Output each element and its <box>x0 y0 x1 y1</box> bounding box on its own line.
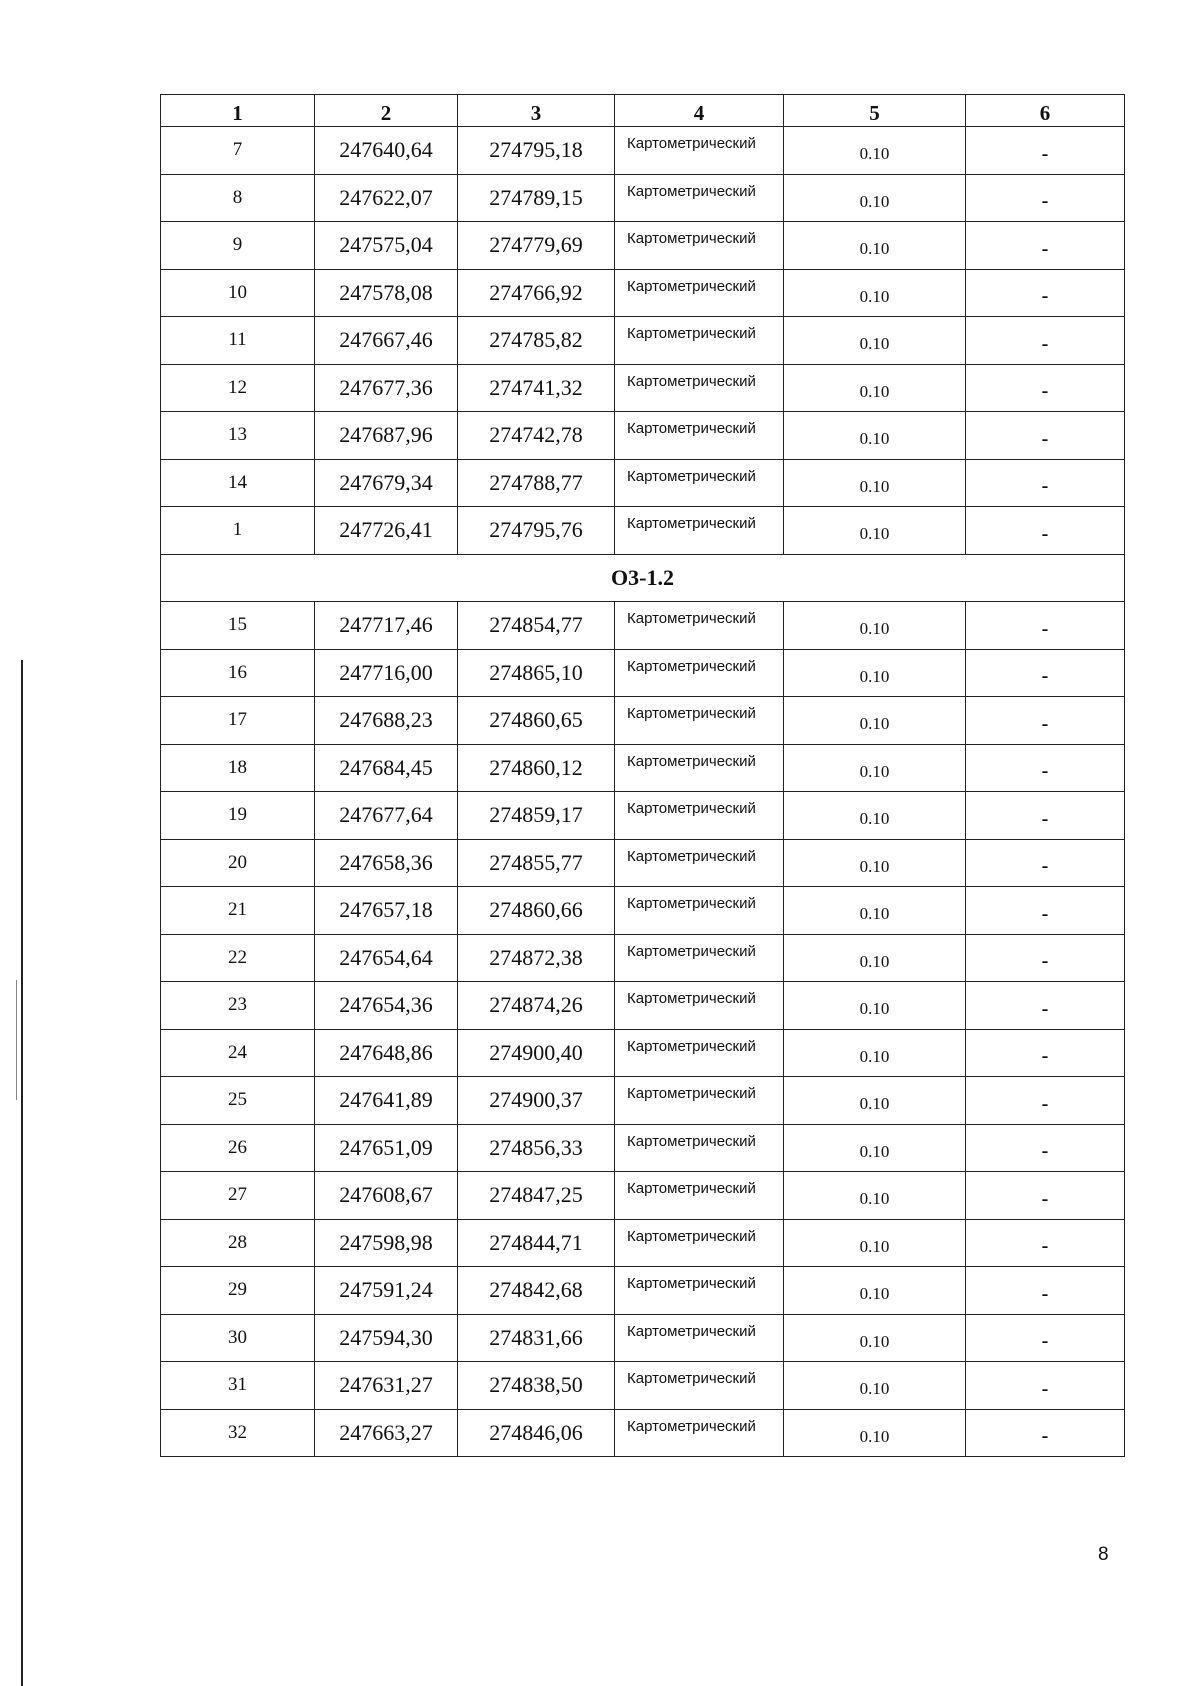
accuracy-cell: 0.10 <box>784 412 966 460</box>
x-coordinate-cell: 247726,41 <box>315 507 458 555</box>
column-header: 1 <box>161 95 315 127</box>
x-coordinate-cell: 247575,04 <box>315 222 458 270</box>
table-row <box>161 364 1125 412</box>
method-cell: Картометрический <box>615 1219 784 1267</box>
point-number-cell: 28 <box>161 1219 315 1267</box>
x-coordinate-cell: 247667,46 <box>315 317 458 365</box>
y-coordinate-cell: 274779,69 <box>458 222 615 270</box>
method-cell: Картометрический <box>615 839 784 887</box>
table-row <box>161 222 1125 270</box>
method-cell: Картометрический <box>615 744 784 792</box>
accuracy-cell: 0.10 <box>784 1409 966 1457</box>
table-row <box>161 602 1125 650</box>
y-coordinate-cell: 274741,32 <box>458 364 615 412</box>
accuracy-cell: 0.10 <box>784 602 966 650</box>
method-cell: Картометрический <box>615 982 784 1030</box>
note-cell: - <box>966 697 1125 745</box>
y-coordinate-cell: 274872,38 <box>458 934 615 982</box>
point-number-cell: 1 <box>161 507 315 555</box>
method-cell: Картометрический <box>615 697 784 745</box>
accuracy-cell: 0.10 <box>784 934 966 982</box>
accuracy-cell: 0.10 <box>784 1029 966 1077</box>
y-coordinate-cell: 274860,65 <box>458 697 615 745</box>
note-cell: - <box>966 1219 1125 1267</box>
point-number-cell: 31 <box>161 1362 315 1410</box>
x-coordinate-cell: 247658,36 <box>315 839 458 887</box>
note-cell: - <box>966 887 1125 935</box>
accuracy-cell: 0.10 <box>784 792 966 840</box>
note-cell: - <box>966 792 1125 840</box>
x-coordinate-cell: 247663,27 <box>315 1409 458 1457</box>
column-header: 2 <box>315 95 458 127</box>
table-row <box>161 649 1125 697</box>
y-coordinate-cell: 274856,33 <box>458 1124 615 1172</box>
table-row <box>161 1219 1125 1267</box>
note-cell: - <box>966 507 1125 555</box>
x-coordinate-cell: 247716,00 <box>315 649 458 697</box>
note-cell: - <box>966 317 1125 365</box>
x-coordinate-cell: 247608,67 <box>315 1172 458 1220</box>
point-number-cell: 27 <box>161 1172 315 1220</box>
column-header: 4 <box>615 95 784 127</box>
x-coordinate-cell: 247598,98 <box>315 1219 458 1267</box>
note-cell: - <box>966 1362 1125 1410</box>
x-coordinate-cell: 247677,64 <box>315 792 458 840</box>
method-cell: Картометрический <box>615 934 784 982</box>
x-coordinate-cell: 247594,30 <box>315 1314 458 1362</box>
x-coordinate-cell: 247640,64 <box>315 127 458 175</box>
method-cell: Картометрический <box>615 602 784 650</box>
accuracy-cell: 0.10 <box>784 269 966 317</box>
y-coordinate-cell: 274838,50 <box>458 1362 615 1410</box>
x-coordinate-cell: 247687,96 <box>315 412 458 460</box>
note-cell: - <box>966 1124 1125 1172</box>
method-cell: Картометрический <box>615 1029 784 1077</box>
accuracy-cell: 0.10 <box>784 1314 966 1362</box>
table-row <box>161 1314 1125 1362</box>
note-cell: - <box>966 982 1125 1030</box>
point-number-cell: 14 <box>161 459 315 507</box>
point-number-cell: 8 <box>161 174 315 222</box>
table-row <box>161 174 1125 222</box>
table-row <box>161 459 1125 507</box>
x-coordinate-cell: 247591,24 <box>315 1267 458 1315</box>
accuracy-cell: 0.10 <box>784 364 966 412</box>
point-number-cell: 16 <box>161 649 315 697</box>
table-row <box>161 269 1125 317</box>
point-number-cell: 19 <box>161 792 315 840</box>
accuracy-cell: 0.10 <box>784 982 966 1030</box>
note-cell: - <box>966 1409 1125 1457</box>
method-cell: Картометрический <box>615 317 784 365</box>
y-coordinate-cell: 274855,77 <box>458 839 615 887</box>
point-number-cell: 21 <box>161 887 315 935</box>
point-number-cell: 32 <box>161 1409 315 1457</box>
method-cell: Картометрический <box>615 1172 784 1220</box>
note-cell: - <box>966 174 1125 222</box>
note-cell: - <box>966 1172 1125 1220</box>
x-coordinate-cell: 247578,08 <box>315 269 458 317</box>
y-coordinate-cell: 274842,68 <box>458 1267 615 1315</box>
point-number-cell: 23 <box>161 982 315 1030</box>
table-row <box>161 1362 1125 1410</box>
y-coordinate-cell: 274831,66 <box>458 1314 615 1362</box>
accuracy-cell: 0.10 <box>784 317 966 365</box>
method-cell: Картометрический <box>615 174 784 222</box>
y-coordinate-cell: 274788,77 <box>458 459 615 507</box>
note-cell: - <box>966 1029 1125 1077</box>
point-number-cell: 26 <box>161 1124 315 1172</box>
table-row <box>161 1077 1125 1125</box>
accuracy-cell: 0.10 <box>784 1077 966 1125</box>
method-cell: Картометрический <box>615 269 784 317</box>
y-coordinate-cell: 274846,06 <box>458 1409 615 1457</box>
accuracy-cell: 0.10 <box>784 127 966 175</box>
point-number-cell: 20 <box>161 839 315 887</box>
accuracy-cell: 0.10 <box>784 222 966 270</box>
method-cell: Картометрический <box>615 459 784 507</box>
section-row <box>161 554 1125 602</box>
table-row <box>161 317 1125 365</box>
method-cell: Картометрический <box>615 222 784 270</box>
column-header: 3 <box>458 95 615 127</box>
x-coordinate-cell: 247657,18 <box>315 887 458 935</box>
point-number-cell: 17 <box>161 697 315 745</box>
y-coordinate-cell: 274742,78 <box>458 412 615 460</box>
table-row <box>161 887 1125 935</box>
note-cell: - <box>966 127 1125 175</box>
column-header: 6 <box>966 95 1125 127</box>
method-cell: Картометрический <box>615 127 784 175</box>
method-cell: Картометрический <box>615 1362 784 1410</box>
y-coordinate-cell: 274766,92 <box>458 269 615 317</box>
accuracy-cell: 0.10 <box>784 744 966 792</box>
method-cell: Картометрический <box>615 649 784 697</box>
point-number-cell: 25 <box>161 1077 315 1125</box>
table-row <box>161 982 1125 1030</box>
y-coordinate-cell: 274900,37 <box>458 1077 615 1125</box>
point-number-cell: 29 <box>161 1267 315 1315</box>
table-row <box>161 1267 1125 1315</box>
method-cell: Картометрический <box>615 1267 784 1315</box>
table-row <box>161 839 1125 887</box>
method-cell: Картометрический <box>615 412 784 460</box>
scan-left-edge <box>21 660 23 1686</box>
note-cell: - <box>966 1314 1125 1362</box>
point-number-cell: 10 <box>161 269 315 317</box>
accuracy-cell: 0.10 <box>784 1124 966 1172</box>
point-number-cell: 24 <box>161 1029 315 1077</box>
note-cell: - <box>966 364 1125 412</box>
coordinates-table <box>160 94 1125 1457</box>
y-coordinate-cell: 274859,17 <box>458 792 615 840</box>
y-coordinate-cell: 274795,18 <box>458 127 615 175</box>
accuracy-cell: 0.10 <box>784 1267 966 1315</box>
note-cell: - <box>966 1267 1125 1315</box>
column-header: 5 <box>784 95 966 127</box>
accuracy-cell: 0.10 <box>784 697 966 745</box>
x-coordinate-cell: 247717,46 <box>315 602 458 650</box>
note-cell: - <box>966 222 1125 270</box>
x-coordinate-cell: 247648,86 <box>315 1029 458 1077</box>
x-coordinate-cell: 247631,27 <box>315 1362 458 1410</box>
x-coordinate-cell: 247641,89 <box>315 1077 458 1125</box>
point-number-cell: 7 <box>161 127 315 175</box>
x-coordinate-cell: 247679,34 <box>315 459 458 507</box>
y-coordinate-cell: 274874,26 <box>458 982 615 1030</box>
table-row <box>161 507 1125 555</box>
point-number-cell: 18 <box>161 744 315 792</box>
y-coordinate-cell: 274847,25 <box>458 1172 615 1220</box>
x-coordinate-cell: 247677,36 <box>315 364 458 412</box>
note-cell: - <box>966 744 1125 792</box>
method-cell: Картометрический <box>615 507 784 555</box>
scan-left-edge-mark <box>16 980 17 1100</box>
method-cell: Картометрический <box>615 1409 784 1457</box>
table-row <box>161 1029 1125 1077</box>
accuracy-cell: 0.10 <box>784 507 966 555</box>
point-number-cell: 22 <box>161 934 315 982</box>
x-coordinate-cell: 247622,07 <box>315 174 458 222</box>
point-number-cell: 12 <box>161 364 315 412</box>
point-number-cell: 13 <box>161 412 315 460</box>
point-number-cell: 11 <box>161 317 315 365</box>
table-row <box>161 934 1125 982</box>
y-coordinate-cell: 274844,71 <box>458 1219 615 1267</box>
x-coordinate-cell: 247688,23 <box>315 697 458 745</box>
method-cell: Картометрический <box>615 887 784 935</box>
note-cell: - <box>966 412 1125 460</box>
note-cell: - <box>966 839 1125 887</box>
accuracy-cell: 0.10 <box>784 887 966 935</box>
accuracy-cell: 0.10 <box>784 174 966 222</box>
y-coordinate-cell: 274785,82 <box>458 317 615 365</box>
table-row <box>161 412 1125 460</box>
x-coordinate-cell: 247654,64 <box>315 934 458 982</box>
method-cell: Картометрический <box>615 792 784 840</box>
x-coordinate-cell: 247654,36 <box>315 982 458 1030</box>
note-cell: - <box>966 459 1125 507</box>
accuracy-cell: 0.10 <box>784 459 966 507</box>
note-cell: - <box>966 649 1125 697</box>
x-coordinate-cell: 247684,45 <box>315 744 458 792</box>
note-cell: - <box>966 269 1125 317</box>
accuracy-cell: 0.10 <box>784 839 966 887</box>
table-row <box>161 697 1125 745</box>
accuracy-cell: 0.10 <box>784 1362 966 1410</box>
y-coordinate-cell: 274860,12 <box>458 744 615 792</box>
accuracy-cell: 0.10 <box>784 1172 966 1220</box>
method-cell: Картометрический <box>615 1314 784 1362</box>
page-number: 8 <box>1098 1544 1109 1565</box>
table-row <box>161 1172 1125 1220</box>
x-coordinate-cell: 247651,09 <box>315 1124 458 1172</box>
y-coordinate-cell: 274900,40 <box>458 1029 615 1077</box>
method-cell: Картометрический <box>615 364 784 412</box>
coordinates-table-body <box>161 95 1125 1457</box>
table-row <box>161 744 1125 792</box>
table-row <box>161 1409 1125 1457</box>
table-row <box>161 127 1125 175</box>
table-row <box>161 792 1125 840</box>
point-number-cell: 9 <box>161 222 315 270</box>
note-cell: - <box>966 602 1125 650</box>
table-row <box>161 1124 1125 1172</box>
y-coordinate-cell: 274795,76 <box>458 507 615 555</box>
section-title: О3-1.2 <box>161 554 1125 602</box>
method-cell: Картометрический <box>615 1077 784 1125</box>
accuracy-cell: 0.10 <box>784 1219 966 1267</box>
y-coordinate-cell: 274854,77 <box>458 602 615 650</box>
table-header-row <box>161 95 1125 127</box>
note-cell: - <box>966 934 1125 982</box>
y-coordinate-cell: 274789,15 <box>458 174 615 222</box>
y-coordinate-cell: 274865,10 <box>458 649 615 697</box>
method-cell: Картометрический <box>615 1124 784 1172</box>
note-cell: - <box>966 1077 1125 1125</box>
point-number-cell: 30 <box>161 1314 315 1362</box>
point-number-cell: 15 <box>161 602 315 650</box>
accuracy-cell: 0.10 <box>784 649 966 697</box>
y-coordinate-cell: 274860,66 <box>458 887 615 935</box>
